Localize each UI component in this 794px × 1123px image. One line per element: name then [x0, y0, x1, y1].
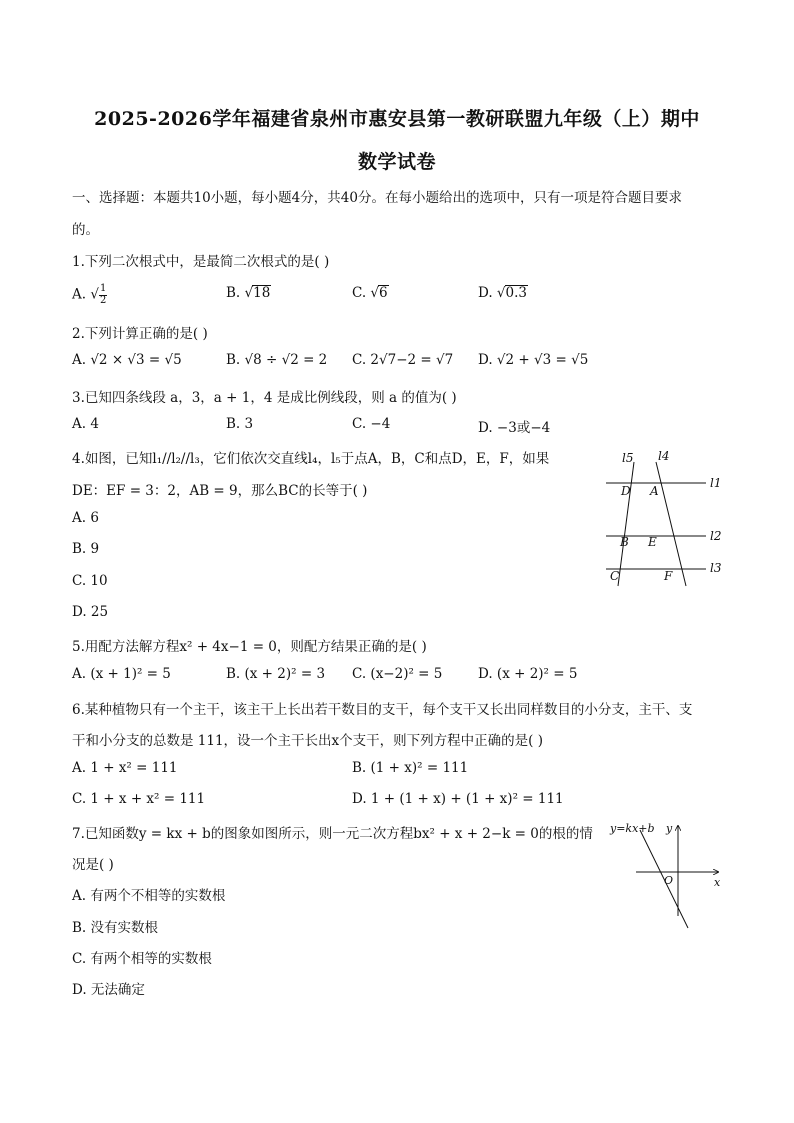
- question-7-stem: 7.已知函数y = kx + b的图象如图所示，则一元二次方程bx² + x + 2−k = 0的根的情: [72, 826, 593, 842]
- label-l4: l4: [658, 449, 670, 463]
- question-6-stem: 6.某种植物只有一个主干，该主干上长出若干数目的支干，每个支干又长出同样数目的小分支，主干、支: [72, 702, 693, 718]
- question-2-option-d: D. √2 + √3 = √5: [478, 352, 589, 368]
- question-7-option-a: A. 有两个不相等的实数根: [72, 888, 226, 904]
- question-6-option-a: A. 1 + x² = 111: [72, 760, 178, 776]
- y-axis-label: y: [666, 822, 673, 835]
- question-4-stem: 4.如图，已知l₁//l₂//l₃，它们依次交直线l₄，l₅于点A，B，C和点D，E，F，如果: [72, 451, 550, 467]
- label-l3: l3: [710, 561, 722, 575]
- point-C: C: [610, 569, 620, 583]
- question-5-option-a: A. (x + 1)² = 5: [72, 666, 171, 682]
- question-1-option-a: A. √ $\frac{1}{2}$: [72, 283, 107, 306]
- point-B: B: [620, 535, 629, 549]
- radicand: 6: [379, 285, 388, 301]
- question-4-stem-cont: DE：EF = 3：2，AB = 9，那么BC的长等于( ): [72, 483, 368, 499]
- question-3-stem: 3.已知四条线段 a，3，a + 1，4 是成比例线段，则 a 的值为( ): [72, 390, 457, 406]
- question-2-option-a: A. √2 × √3 = √5: [72, 352, 182, 368]
- question-6-stem-cont: 干和小分支的总数是 111，设一个主干长出x个支干，则下列方程中正确的是( ): [72, 733, 543, 749]
- label-l5: l5: [622, 451, 634, 465]
- function-label: y=kx+b: [610, 822, 655, 835]
- question-7-option-d: D. 无法确定: [72, 982, 145, 998]
- exam-title-line2: 数学试卷: [357, 151, 436, 173]
- question-5-option-c: C. (x−2)² = 5: [352, 666, 443, 682]
- option-c-label: C.: [352, 285, 367, 301]
- question-4-option-c: C. 10: [72, 573, 108, 589]
- option-a-label: A.: [72, 286, 87, 303]
- exam-title-line1: 2025-2026学年福建省泉州市惠安县第一教研联盟九年级（上）期中: [94, 108, 700, 130]
- question-3-option-a: A. 4: [72, 416, 99, 432]
- question-7-option-b: B. 没有实数根: [72, 920, 159, 936]
- point-F: F: [664, 569, 673, 583]
- point-E: E: [648, 535, 657, 549]
- section-instruction: 一、选择题：本题共10小题，每小题4分，共40分。在每小题给出的选项中，只有一项是符合题目要求: [72, 190, 682, 206]
- question-4-option-d: D. 25: [72, 604, 109, 620]
- question-7-stem-cont: 况是( ): [72, 857, 114, 873]
- question-6-option-c: C. 1 + x + x² = 111: [72, 791, 206, 807]
- point-A: A: [650, 484, 659, 498]
- line-l5: [618, 462, 634, 586]
- a-denominator: 2: [99, 294, 107, 306]
- section-instruction-cont: 的。: [72, 222, 99, 238]
- origin-label: O: [664, 874, 674, 887]
- question-5-option-b: B. (x + 2)² = 3: [226, 666, 326, 682]
- question-1-stem: 1.下列二次根式中，是最简二次根式的是( ): [72, 254, 330, 270]
- question-2-option-c: C. 2√7−2 = √7: [352, 352, 454, 368]
- question-3-option-b: B. 3: [226, 416, 254, 432]
- question-4-option-a: A. 6: [72, 510, 99, 526]
- question-1-option-d: D. √0.3: [478, 285, 528, 301]
- option-b-label: B.: [226, 285, 241, 301]
- label-l1: l1: [710, 476, 722, 490]
- point-D: D: [621, 484, 631, 498]
- question-5-stem: 5.用配方法解方程x² + 4x−1 = 0，则配方结果正确的是( ): [72, 639, 427, 655]
- question-2-stem: 2.下列计算正确的是( ): [72, 326, 208, 342]
- radicand: 0.3: [505, 285, 528, 301]
- question-2-option-b: B. √8 ÷ √2 = 2: [226, 352, 328, 368]
- question-1-option-b: B. √18: [226, 285, 271, 301]
- label-l2: l2: [710, 529, 722, 543]
- question-3-option-d: D. −3或−4: [478, 420, 551, 436]
- question-1-option-c: C. √6: [352, 285, 388, 301]
- question-7-option-c: C. 有两个相等的实数根: [72, 951, 212, 967]
- a-numerator: 1: [99, 283, 107, 294]
- question-5-option-d: D. (x + 2)² = 5: [478, 666, 578, 682]
- question-6-option-d: D. 1 + (1 + x) + (1 + x)² = 111: [352, 791, 564, 807]
- question-4-option-b: B. 9: [72, 541, 100, 557]
- radicand: 18: [253, 285, 271, 301]
- question-3-option-c: C. −4: [352, 416, 391, 432]
- parallel-lines-figure: [600, 448, 730, 590]
- line-l4: [656, 462, 686, 586]
- option-d-label: D.: [478, 285, 493, 301]
- x-axis-label: x: [714, 876, 721, 889]
- linear-function-figure: [608, 816, 728, 934]
- question-6-option-b: B. (1 + x)² = 111: [352, 760, 469, 776]
